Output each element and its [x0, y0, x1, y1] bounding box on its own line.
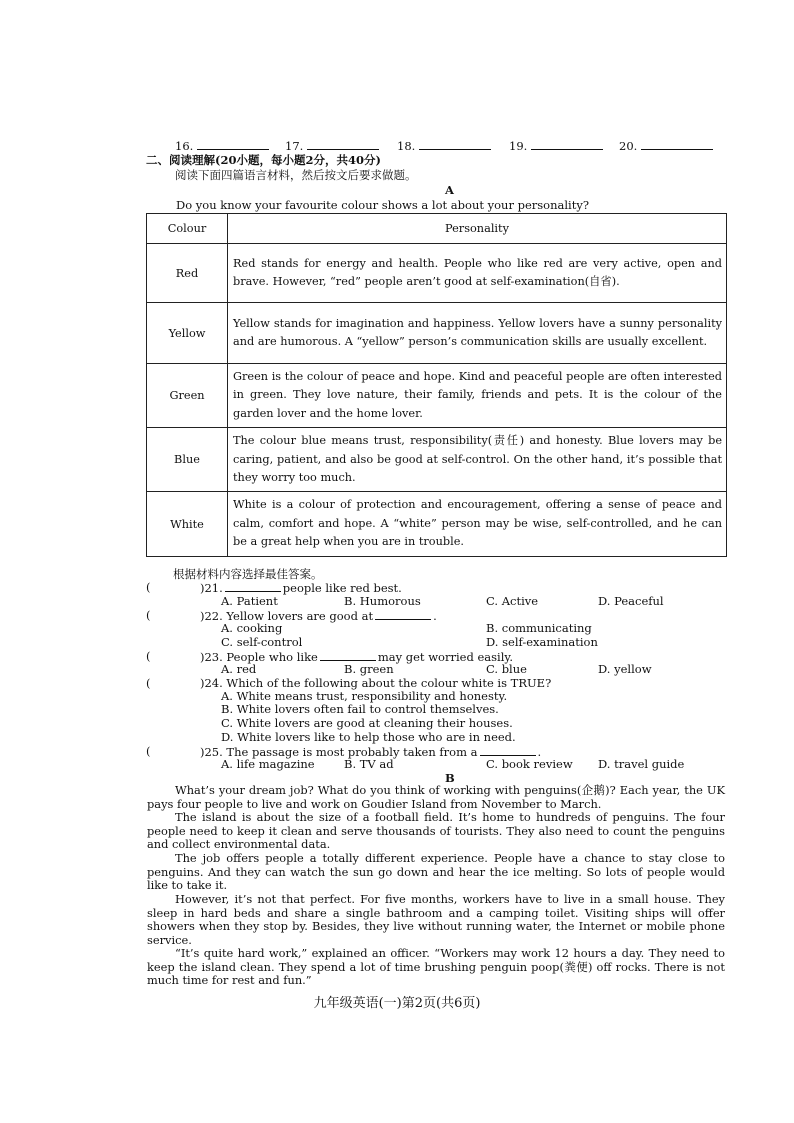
blank-line	[419, 137, 491, 150]
blank-number: 16.	[175, 139, 194, 153]
option-d[interactable]: D. White lovers like to help those who are in need.	[221, 730, 516, 744]
option-b[interactable]: B. communicating	[486, 621, 592, 635]
table-row	[147, 364, 727, 428]
option-c[interactable]: C. blue	[486, 662, 527, 676]
option-d[interactable]: D. self-examination	[486, 635, 598, 649]
option-b[interactable]: B. Humorous	[344, 594, 421, 608]
passage-b-letter: B	[445, 771, 455, 785]
answer-paren[interactable]: (	[146, 676, 151, 690]
question-stem: )22. Yellow lovers are good at	[200, 609, 374, 623]
option-d[interactable]: D. Peaceful	[598, 594, 664, 608]
option-b[interactable]: B. White lovers often fail to control themselves.	[221, 702, 499, 716]
answer-paren[interactable]: (	[146, 649, 151, 663]
answer-paren[interactable]: (	[146, 580, 151, 594]
blank-number: 19.	[509, 139, 528, 153]
personality-cell: Green is the colour of peace and hope. Kind and peaceful people are often interested in green. They love nature, their family, friends and pets. It is the colour of the garden lover and the home lover.	[228, 364, 727, 428]
question-end: .	[537, 745, 542, 759]
blank-number: 17.	[285, 139, 304, 153]
paragraph-text: The job offers people a totally different experience. People have a chance to stay close to penguins. And they can watch the sun go down and hear the ice melting. So lots of people would like to take it.	[147, 851, 725, 893]
answer-paren[interactable]: (	[146, 744, 151, 758]
passage-b-paragraph	[147, 784, 725, 811]
option-d[interactable]: D. yellow	[598, 662, 652, 676]
option-a[interactable]: A. White means trust, responsibility and honesty.	[221, 689, 508, 703]
colour-cell: Red	[147, 244, 228, 303]
questions-instruction: 根据材料内容选择最佳答案。	[173, 567, 323, 581]
passage-b-paragraph	[147, 852, 725, 893]
paragraph-text: “It’s quite hard work,” explained an officer. “Workers may work 12 hours a day. They need to keep the island clean. They spend a lot of time brushing penguin poop(粪便) off rocks. There is not much time for rest and fun.”	[147, 946, 725, 988]
colour-cell: Blue	[147, 428, 228, 492]
option-c[interactable]: C. Active	[486, 594, 539, 608]
table-row	[147, 428, 727, 492]
blank-line	[307, 137, 379, 150]
table-header-row	[147, 214, 727, 244]
personality-cell: The colour blue means trust, responsibility(责任) and honesty. Blue lovers may be caring, patient, and also be good at self-control. On the other hand, it’s possible that they worry too much.	[228, 428, 727, 492]
colour-cell: Yellow	[147, 303, 228, 364]
colour-cell: White	[147, 492, 228, 556]
blank-line	[641, 137, 713, 150]
answer-blank	[320, 650, 376, 661]
personality-cell: Red stands for energy and health. People who like red are very active, open and brave. However, “red” people aren’t good at self-examination(自省).	[228, 244, 727, 303]
header-colour: Colour	[147, 214, 228, 244]
option-a[interactable]: A. Patient	[221, 594, 278, 608]
page-footer: 九年级英语(一)第2页(共6页)	[313, 996, 481, 1011]
passage-b-paragraph	[147, 893, 725, 947]
answer-blank	[375, 609, 431, 620]
blank-number: 18.	[397, 139, 416, 153]
blank-line	[531, 137, 603, 150]
option-c[interactable]: C. White lovers are good at cleaning their houses.	[221, 716, 513, 730]
table-row	[147, 303, 727, 364]
option-b[interactable]: B. TV ad	[344, 757, 394, 771]
question-stem: )23. People who like	[200, 650, 318, 664]
passage-b-paragraph	[147, 811, 725, 852]
option-a[interactable]: A. life magazine	[221, 757, 315, 771]
blank-line	[197, 137, 269, 150]
answer-paren[interactable]: (	[146, 608, 151, 622]
option-a[interactable]: A. cooking	[221, 621, 283, 635]
option-c[interactable]: C. self-control	[221, 635, 303, 649]
colour-cell: Green	[147, 364, 228, 428]
paragraph-text: However, it’s not that perfect. For five months, workers have to live in a small house. They sleep in hard beds and share a single bathroom and a camping toilet. Visiting ships will offer showers when they stop by. Besides, they live without running water, the Internet or mobile phone service.	[147, 892, 725, 947]
answer-blank-20[interactable]	[619, 137, 713, 153]
personality-cell: Yellow stands for imagination and happiness. Yellow lovers have a sunny personality and are humorous. A “yellow” person’s communication skills are usually excellent.	[228, 303, 727, 364]
section-title: 二、阅读理解(20小题，每小题2分，共40分)	[146, 153, 381, 167]
passage-a-letter: A	[445, 183, 454, 197]
table-row	[147, 244, 727, 303]
personality-table	[146, 213, 727, 557]
question-end: may get worried easily.	[377, 650, 514, 664]
question-stem: )25. The passage is most probably taken from a	[200, 745, 478, 759]
option-b[interactable]: B. green	[344, 662, 394, 676]
question-end: .	[433, 609, 437, 623]
answer-blank	[480, 745, 536, 756]
paragraph-text: The island is about the size of a football field. It’s home to hundreds of penguins. The four people need to keep it clean and serve thousands of tourists. They also need to count the penguins and collect environmental data.	[147, 810, 725, 852]
personality-cell: White is a colour of protection and encouragement, offering a sense of peace and calm, comfort and hope. A “white” person may be wise, self-controlled, and he can be a great help when you are in trouble.	[228, 492, 727, 556]
table-row	[147, 492, 727, 556]
passage-a-question: Do you know your favourite colour shows a lot about your personality?	[176, 198, 590, 212]
question-number: )21.	[200, 581, 223, 595]
option-d[interactable]: D. travel guide	[598, 757, 685, 771]
passage-b-paragraph	[147, 947, 725, 988]
question-stem: people like red best.	[282, 581, 402, 595]
option-a[interactable]: A. red	[221, 662, 257, 676]
section-instruction: 阅读下面四篇语言材料，然后按文后要求做题。	[175, 168, 417, 182]
option-c[interactable]: C. book review	[486, 757, 573, 771]
header-personality: Personality	[228, 214, 727, 244]
answer-blank-19[interactable]	[509, 137, 603, 153]
answer-blank-16[interactable]	[175, 137, 269, 153]
paragraph-text: What’s your dream job? What do you think of working with penguins(企鹅)? Each year, the UK pays four people to live and work on Goudier Island from November to March.	[147, 783, 725, 811]
answer-blank	[225, 581, 281, 592]
blank-number: 20.	[619, 139, 638, 153]
answer-blank-17[interactable]	[285, 137, 379, 153]
question-stem: )24. Which of the following about the colour white is TRUE?	[200, 676, 552, 690]
answer-blank-18[interactable]	[397, 137, 491, 153]
